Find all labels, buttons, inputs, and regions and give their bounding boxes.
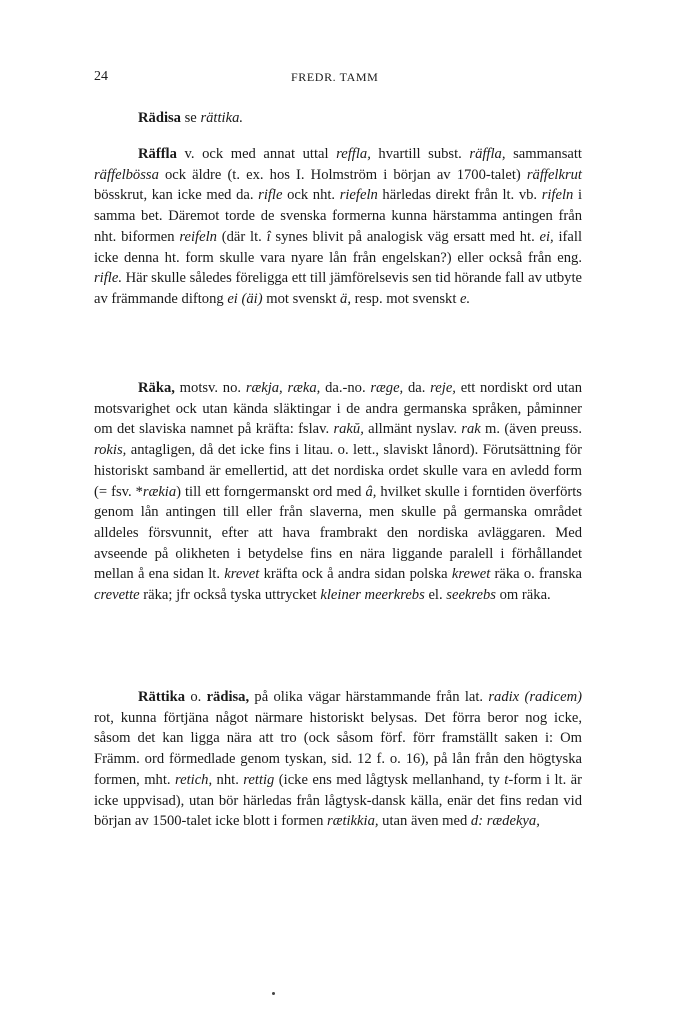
italic-form: räffelbössa [94,166,159,183]
headword: Räka, [138,380,175,396]
italic-form: reifeln [179,228,217,245]
italic-form: reje, [430,380,456,396]
entry-text: Här skulle således föreligga ett till jämförelsevis sen tid hörande fall av utbyte av främmande diftong [94,270,582,307]
italic-form: räffelkrut [526,166,582,183]
italic-form: ei (äi) [227,290,263,307]
entry-text: utan även med [378,813,471,830]
entry-text: o. [185,689,207,705]
entry-text: sammansatt [505,146,582,162]
entry-text: rot, kunna förtjäna något närmare historiskt belysas. Det förra beror nog icke, såsom det kan ligga nära att tro (ock såsom förf. förr framställt saken i: Om Främm. ord förmedlade genom tyskan, sid. 12 f. o. 16), på lån från den högtyska formen, mht. [94,709,582,788]
entry-text: ett nordiskt ord utan motsvarighet ock utan kända släktingar i de andra germanska språken, påminner om det slaviska namnet på kräfta: fslav. [94,380,582,438]
italic-form: seekrebs [446,587,496,604]
italic-form: e. [460,290,471,307]
entry-text: resp. mot svenskt [350,290,461,307]
entry-text: räka o. franska [490,566,582,583]
italic-form: t [504,771,509,788]
italic-form: krewet [451,566,491,583]
entry-text: ) till ett forngermanskt ord med [176,483,366,500]
cross-reference: rättika. [200,110,244,126]
headword-secondary: rädisa, [206,689,250,705]
italic-form: rætikkia, [327,813,379,830]
italic-form: krevet [224,566,260,583]
entry-text: ock nht. [282,187,340,204]
entry-text: (där lt. [216,228,267,245]
entry-text: bösskrut, kan icke med da. [94,187,259,204]
entry-text: ock äldre (t. ex. hos I. Holmström i början av 1700-talet) [158,166,527,183]
entry-raka [94,378,582,606]
italic-form: rædekya, [486,813,540,830]
entry-text: nht. [212,771,244,788]
page-mark [272,992,275,995]
headword: Rättika [138,689,186,705]
entry-text: kräfta ock å andra sidan polska [259,566,452,583]
italic-form: räffla, [469,146,506,162]
entry-text: hvartill subst. [370,146,470,162]
entry-text: hvilket skulle i forntiden överförts genom lån antingen till eller från slaverna, men skulle på germanska området alldeles försvunnit, efter att hava frambrakt den nordiska avläggaren. Med avseende på olikheten i betydelse fins en nära liggande paralell i förhållandet mellan å ena sidan lt. [94,483,582,583]
entry-rattika [94,687,582,832]
italic-form: î [266,228,271,245]
italic-form: crevette [94,587,140,604]
entry-raffla [94,144,582,310]
italic-form: riefeln [339,187,378,204]
italic-form: rækja, ræka, [245,380,321,396]
italic-form: d: [470,813,484,830]
entry-text: härledas direkt från lt. vb. [377,187,542,204]
italic-form: radix (radicem) [488,689,582,705]
italic-form: reffla, [336,146,371,162]
entry-radisa [94,108,582,129]
entry-text: motsv. no. [174,380,246,396]
headword: Räffla [138,146,177,162]
entry-text: (icke ens med lågtysk mellanhand, ty [274,771,505,788]
italic-form: ä, [340,290,351,307]
italic-form: rifle. [94,270,122,287]
entry-text: i samma bet. Däremot torde de svenska formerna kunna härstamma antingen från nht. biformen [94,187,583,245]
entry-text: da. [403,380,431,396]
italic-form: rifeln [541,187,574,204]
entry-text: se [180,110,201,126]
running-head: FREDR. TAMM [291,70,379,84]
entry-text: allmänt nyslav. [363,421,462,438]
entry-text: synes blivit på analogisk väg ersatt med ht. [270,228,540,245]
italic-form: â, [365,483,377,500]
italic-form: rifle [258,187,283,204]
page-number: 24 [94,69,108,84]
entry-text: antagligen, då det icke fins i litau. o. lett., slaviskt lånord). Förutsättning för historiskt samband är emellertid, att det nordiska ordet skulle vara en avledd form (= fsv. * [94,442,582,500]
entry-text: v. ock med annat uttal [176,146,337,162]
italic-form: rettig [243,771,275,788]
italic-form: retich, [174,771,213,788]
italic-form: rak [461,421,481,438]
entry-text: el. [424,587,447,604]
italic-form: ei, [539,228,554,245]
italic-form: kleiner meerkrebs [320,587,425,604]
entry-text: på olika vägar härstammande från lat. [249,689,489,705]
entry-text: da.-no. [320,380,371,396]
italic-form: rakŭ, [333,421,364,438]
italic-form: ræge, [370,380,404,396]
entry-text: mot svenskt [262,290,341,307]
italic-form: rokis, [94,442,127,459]
headword: Rädisa [138,110,181,126]
entry-text: räka; jfr också tyska uttrycket [139,587,321,604]
entry-text: ifall icke denna ht. form skulle vara nyare lån från engelskan?) eller också från eng. [94,228,582,266]
entry-text: om räka. [495,587,551,604]
entry-text: m. (även preuss. [480,421,582,438]
italic-form: rækia [142,483,177,500]
entry-text: -form i lt. är icke uppvisad), utan bör härledas från lågtysk-dansk källa, enär det fins redan vid början av 1500-talet icke blott i formen [94,771,582,830]
